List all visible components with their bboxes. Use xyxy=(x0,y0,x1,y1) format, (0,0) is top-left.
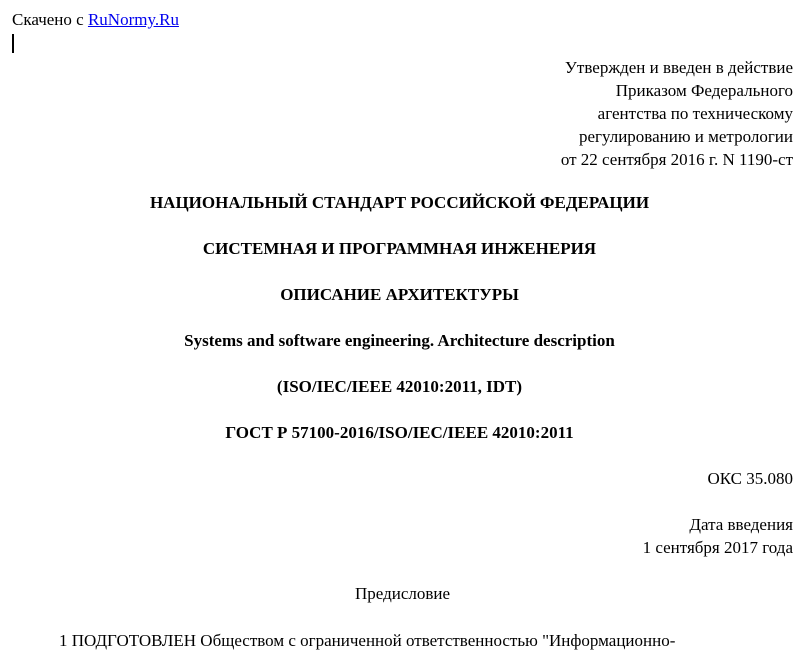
english-title: Systems and software engineering. Architecture description xyxy=(184,331,615,350)
runormy-link[interactable]: RuNormy.Ru xyxy=(87,10,179,29)
national-standard-title: НАЦИОНАЛЬНЫЙ СТАНДАРТ РОССИЙСКОЙ ФЕДЕРАЦИИ xyxy=(149,193,650,212)
download-prefix: Скачено с xyxy=(12,10,88,29)
text-cursor xyxy=(12,34,14,53)
approval-block xyxy=(561,56,793,171)
approval-line: агентства по техническому xyxy=(597,104,793,123)
iso-reference: (ISO/IEC/IEEE 42010:2011, IDT) xyxy=(276,377,523,396)
engineering-title: СИСТЕМНАЯ И ПРОГРАММНАЯ ИНЖЕНЕРИЯ xyxy=(202,239,597,258)
approval-line: от 22 сентября 2016 г. N 1190-ст xyxy=(560,150,793,169)
introduction-date: 1 сентября 2017 года xyxy=(642,538,793,557)
introduction-date-label: Дата введения xyxy=(689,515,793,534)
paragraph-1: 1 ПОДГОТОВЛЕН Обществом с ограниченной ответственностью "Информационно- xyxy=(59,631,676,650)
approval-line: Утвержден и введен в действие xyxy=(564,58,793,77)
foreword-heading: Предисловие xyxy=(354,584,451,603)
approval-line: Приказом Федерального xyxy=(615,81,793,100)
approval-line: регулированию и метрологии xyxy=(578,127,793,146)
gost-designation: ГОСТ Р 57100-2016/ISO/IEC/IEEE 42010:2011 xyxy=(225,423,574,442)
oks-code: ОКС 35.080 xyxy=(707,469,793,488)
architecture-title: ОПИСАНИЕ АРХИТЕКТУРЫ xyxy=(280,285,519,304)
download-source-line xyxy=(12,10,179,30)
